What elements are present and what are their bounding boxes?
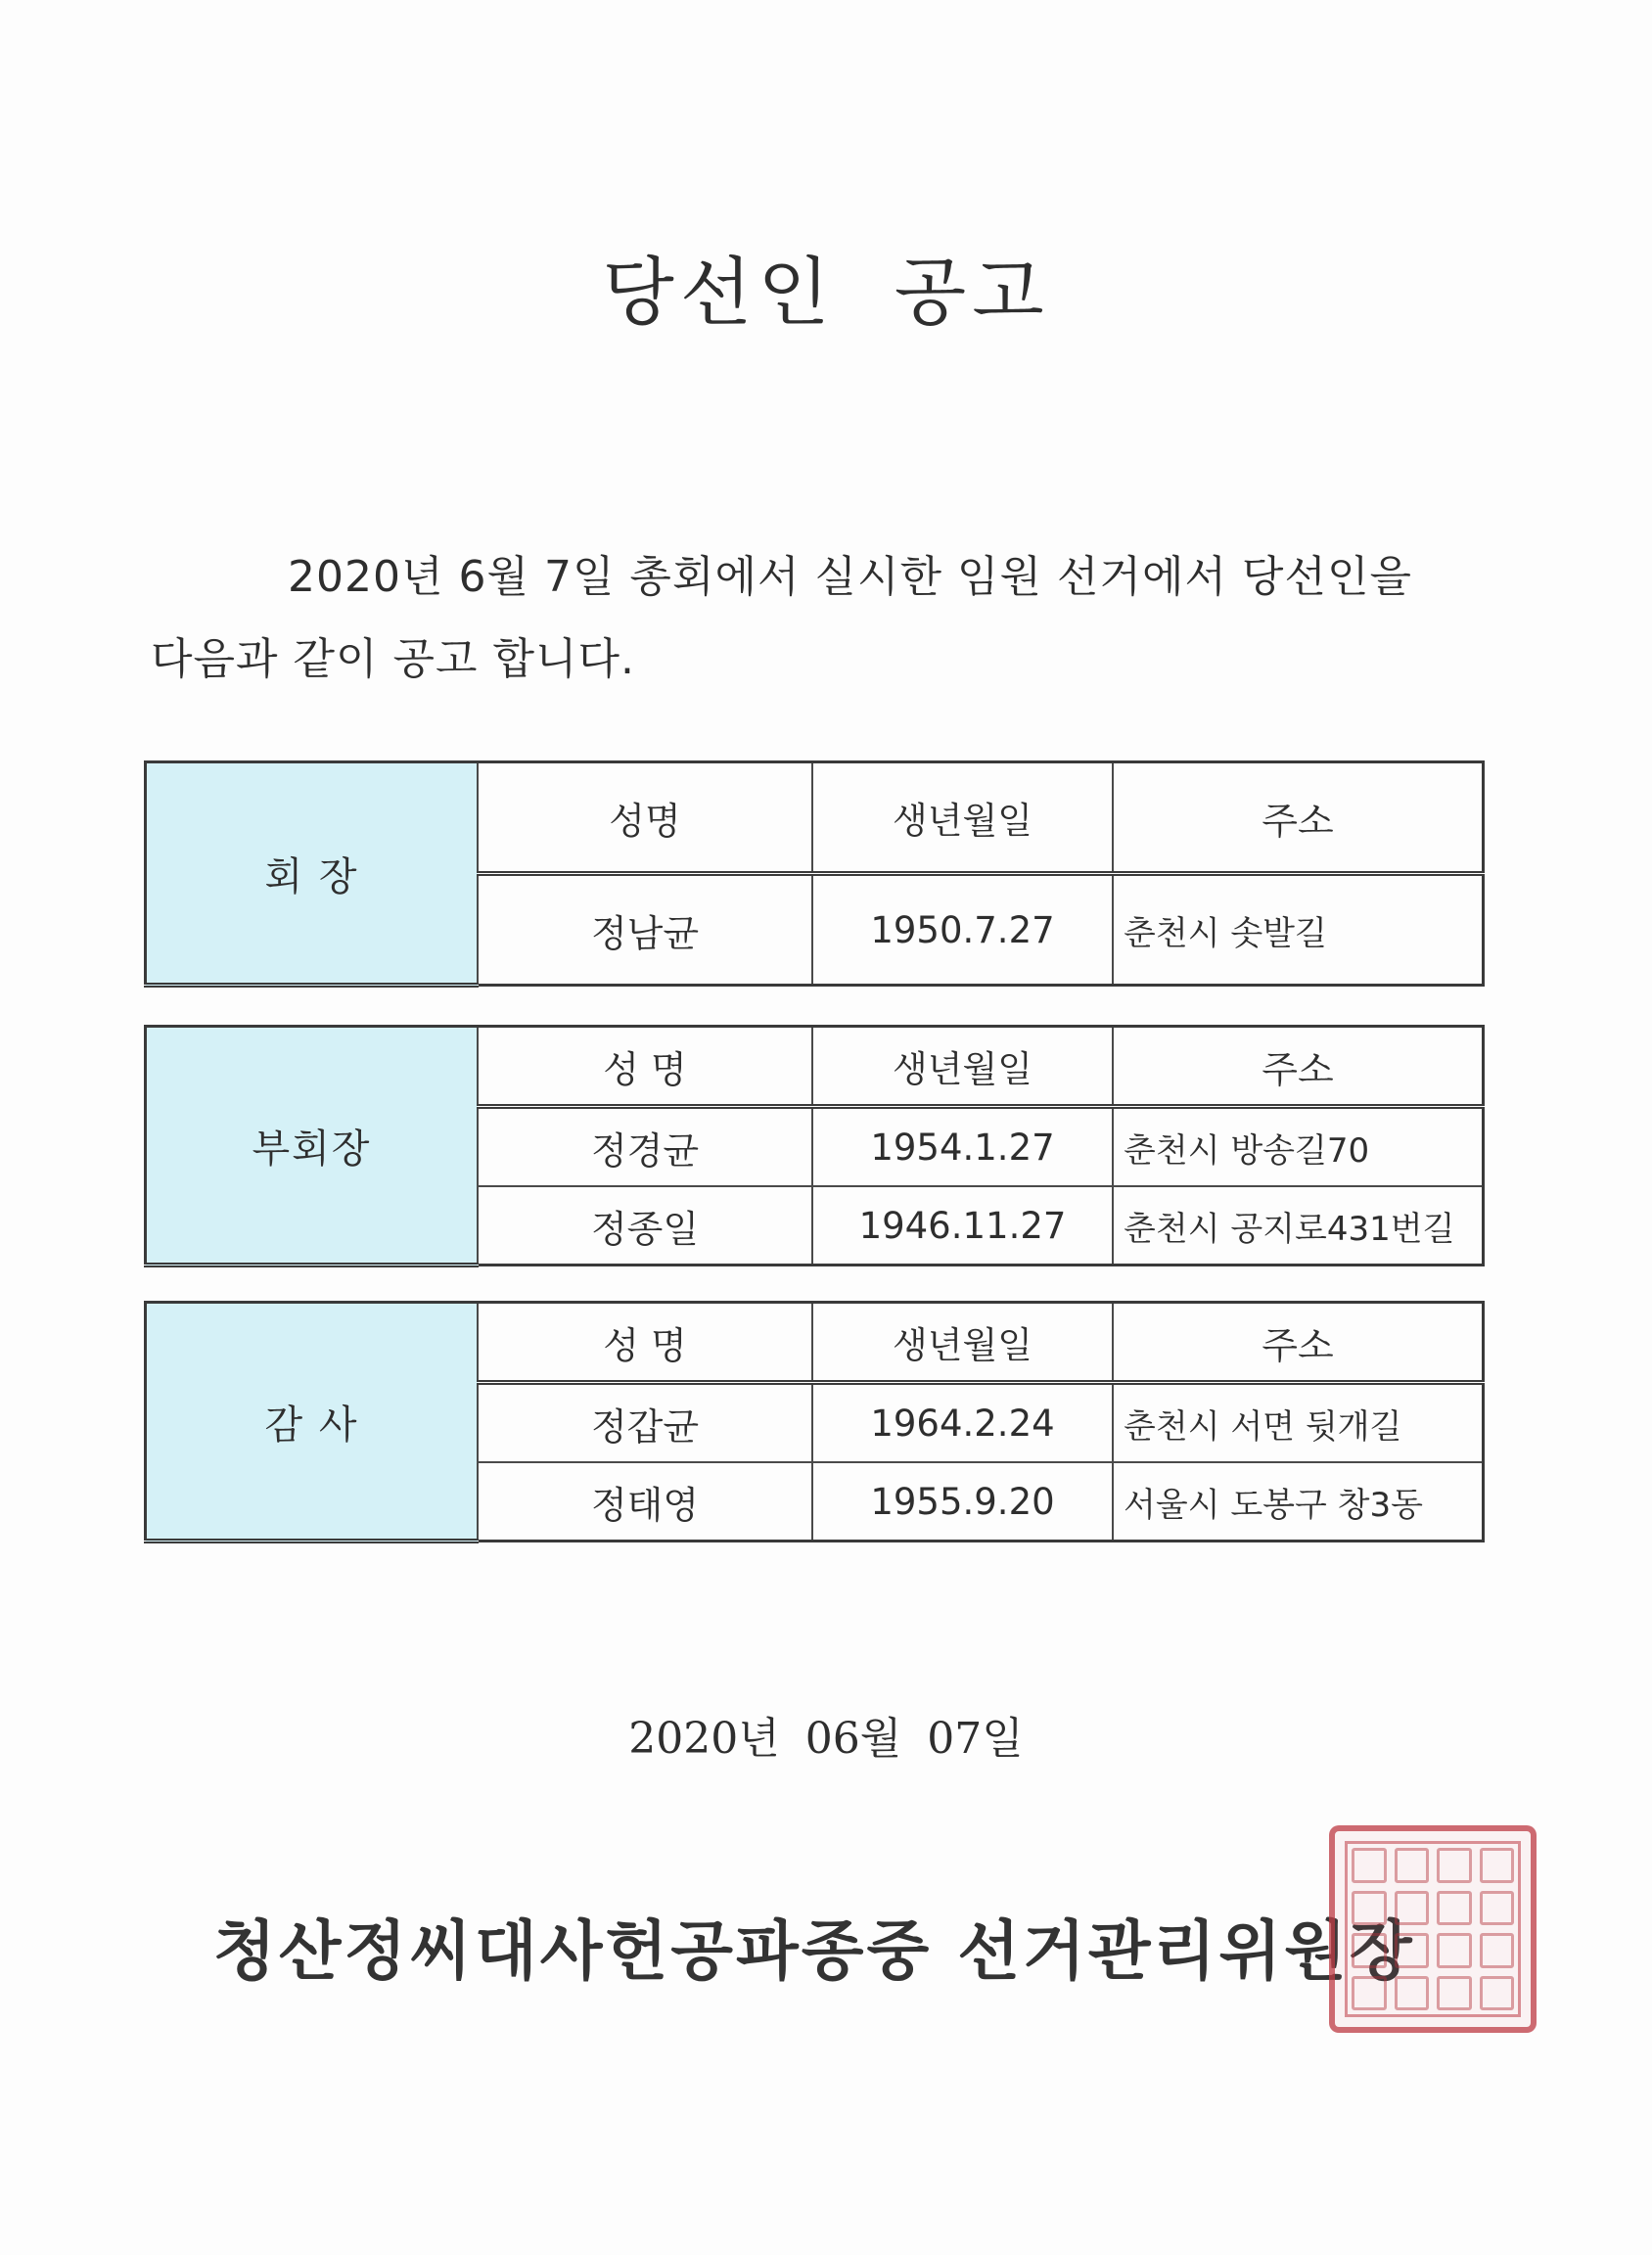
role-cell: 감 사 bbox=[146, 1303, 479, 1542]
header-name: 성명 bbox=[478, 762, 812, 874]
official-seal-icon bbox=[1329, 1825, 1537, 2033]
cell-address: 춘천시 서면 뒷개길 bbox=[1113, 1383, 1484, 1463]
cell-birth: 1954.1.27 bbox=[812, 1107, 1113, 1187]
header-name: 성 명 bbox=[478, 1027, 812, 1107]
intro-line-2: 다음과 같이 공고 합니다. bbox=[151, 634, 635, 684]
cell-address: 춘천시 솟발길 bbox=[1113, 874, 1484, 986]
cell-name: 정경균 bbox=[478, 1107, 812, 1187]
header-name: 성 명 bbox=[478, 1303, 812, 1383]
document-title: 당선인 공고 bbox=[602, 249, 1050, 336]
intro-line-1: 2020년 6월 7일 총회에서 실시한 임원 선거에서 당선인을 bbox=[288, 552, 1412, 602]
auditor-table bbox=[144, 1301, 1485, 1543]
cell-address: 춘천시 방송길70 bbox=[1113, 1107, 1484, 1187]
header-birth: 생년월일 bbox=[812, 1027, 1113, 1107]
role-cell: 회 장 bbox=[146, 762, 479, 986]
header-address: 주소 bbox=[1113, 1027, 1484, 1107]
table-header-row bbox=[146, 1027, 1484, 1107]
cell-address: 서울시 도봉구 창3동 bbox=[1113, 1462, 1484, 1542]
header-address: 주소 bbox=[1113, 762, 1484, 874]
role-cell: 부회장 bbox=[146, 1027, 479, 1266]
cell-birth: 1946.11.27 bbox=[812, 1186, 1113, 1266]
vice-president-table bbox=[144, 1025, 1485, 1267]
cell-name: 정갑균 bbox=[478, 1383, 812, 1463]
intro-paragraph bbox=[151, 536, 1462, 701]
table-header-row bbox=[146, 762, 1484, 874]
table-header-row bbox=[146, 1303, 1484, 1383]
header-birth: 생년월일 bbox=[812, 1303, 1113, 1383]
header-birth: 생년월일 bbox=[812, 762, 1113, 874]
cell-birth: 1955.9.20 bbox=[812, 1462, 1113, 1542]
cell-name: 정태영 bbox=[478, 1462, 812, 1542]
cell-name: 정종일 bbox=[478, 1186, 812, 1266]
header-address: 주소 bbox=[1113, 1303, 1484, 1383]
cell-address: 춘천시 공지로431번길 bbox=[1113, 1186, 1484, 1266]
notice-date: 2020년 06월 07일 bbox=[628, 1714, 1024, 1764]
cell-birth: 1950.7.27 bbox=[812, 874, 1113, 986]
seal-pattern bbox=[1345, 1841, 1521, 2017]
cell-birth: 1964.2.24 bbox=[812, 1383, 1113, 1463]
cell-name: 정남균 bbox=[478, 874, 812, 986]
president-table bbox=[144, 760, 1485, 988]
signatory: 청산정씨대사헌공파종중 선거관리위원장 bbox=[213, 1912, 1415, 1989]
